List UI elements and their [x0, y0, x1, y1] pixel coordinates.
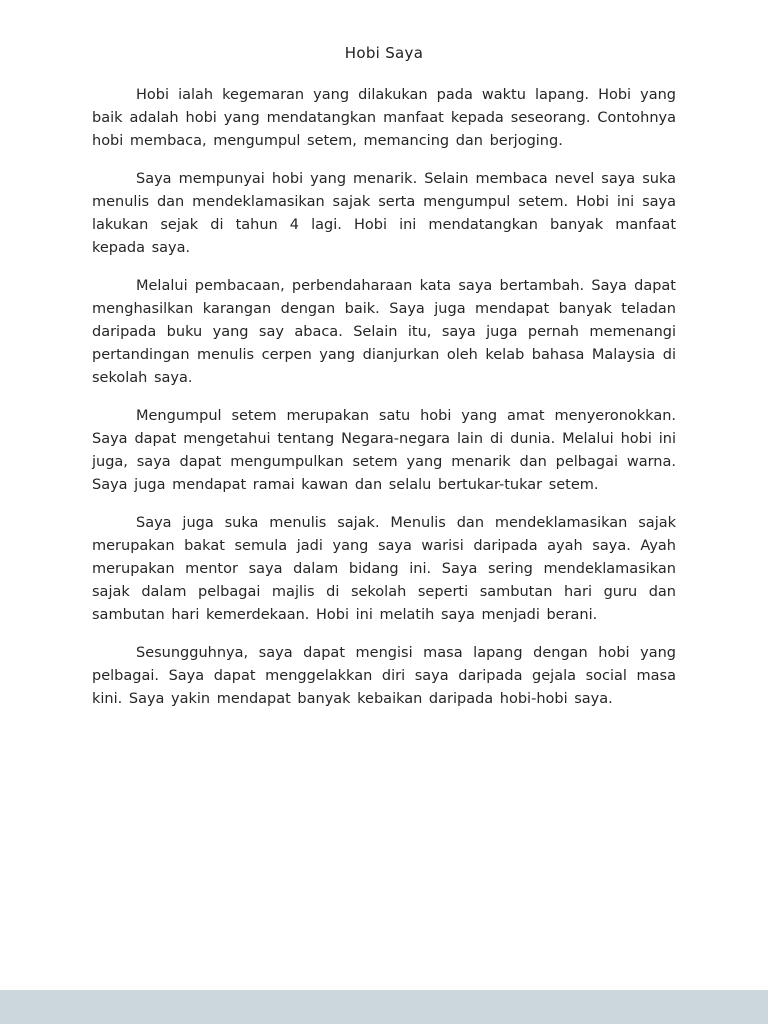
page-title: Hobi Saya: [344, 44, 424, 62]
essay-paragraph: Mengumpul setem merupakan satu hobi yang amat menyeronokkan. Saya dapat mengetahui tentang Negara-negara lain di dunia. Melalui hobi ini juga, saya dapat mengumpulkan setem yang menarik dan pelbagai warna. Saya juga mendapat ramai kawan dan selalu bertukar-tukar setem.: [92, 408, 676, 493]
essay-paragraph: Saya juga suka menulis sajak. Menulis dan mendeklamasikan sajak merupakan bakat semula jadi yang saya warisi daripada ayah saya. Ayah merupakan mentor saya dalam bidang ini. Saya sering mendeklamasikan sajak dalam pelbagai majlis di sekolah seperti sambutan hari guru dan sambutan hari kemerdekaan. Hobi ini melatih saya menjadi berani.: [92, 515, 676, 623]
essay-paragraph: Sesungguhnya, saya dapat mengisi masa lapang dengan hobi yang pelbagai. Saya dapat menggelakkan diri saya daripada gejala social masa kini. Saya yakin mendapat banyak kebaikan daripada hobi-hobi saya.: [92, 645, 676, 707]
essay-body: [92, 84, 676, 711]
page-bottom-gutter: [0, 990, 768, 1024]
essay-paragraph: Melalui pembacaan, perbendaharaan kata saya bertambah. Saya dapat menghasilkan karangan dengan baik. Saya juga mendapat banyak teladan daripada buku yang say abaca. Selain itu, saya juga pernah memenangi pertandingan menulis cerpen yang dianjurkan oleh kelab bahasa Malaysia di sekolah saya.: [92, 278, 676, 386]
essay-paragraph: Hobi ialah kegemaran yang dilakukan pada waktu lapang. Hobi yang baik adalah hobi yang mendatangkan manfaat kepada seseorang. Contohnya hobi membaca, mengumpul setem, memancing dan berjoging.: [92, 87, 676, 149]
essay-paragraph: Saya mempunyai hobi yang menarik. Selain membaca nevel saya suka menulis dan mendeklamasikan sajak serta mengumpul setem. Hobi ini saya lakukan sejak di tahun 4 lagi. Hobi ini mendatangkan banyak manfaat kepada saya.: [92, 171, 676, 256]
